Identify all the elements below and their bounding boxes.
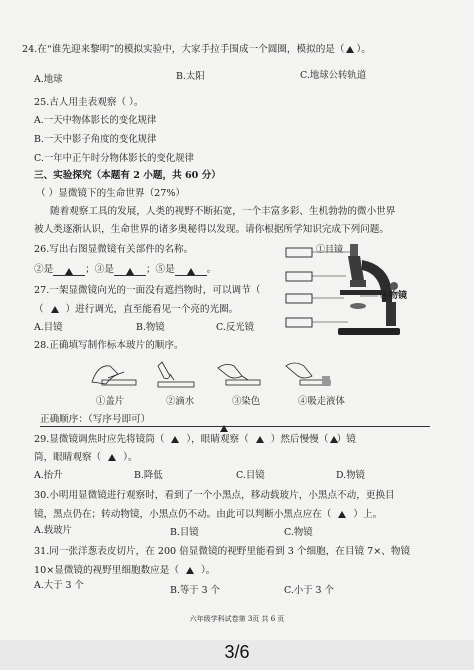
- step-cover-slip-illustration: [88, 358, 140, 392]
- q24-stem-end: ）。: [356, 44, 371, 55]
- q31-text: 10×显微镜的视野里细胞数应是（: [34, 565, 179, 576]
- q29-text-c: ）然后慢慢: [270, 434, 319, 445]
- answer-triangle-icon: [171, 436, 179, 443]
- label-box-5: [286, 318, 312, 327]
- q28-step-1: ①盖片: [96, 396, 125, 407]
- q24-option-a: A.地球: [34, 74, 63, 85]
- q29-text-d: ）镜: [336, 434, 356, 445]
- q29-option-a: A.抬升: [34, 470, 63, 481]
- answer-triangle-icon: [256, 436, 264, 443]
- q29-answer-slot-3[interactable]: （: [319, 434, 337, 446]
- answer-triangle-icon: [108, 454, 116, 461]
- microscope-diagram: [282, 240, 432, 340]
- q27-line2: [34, 304, 238, 316]
- answer-triangle-icon: [346, 46, 354, 53]
- section-title: 三、实验探究（本题有 2 小题，共 60 分）: [34, 170, 221, 181]
- label-box-2: [286, 272, 312, 281]
- q25-option-b: B.一天中影子角度的变化规律: [34, 134, 157, 145]
- q29-answer-slot-4[interactable]: [101, 452, 123, 464]
- microscope-label-objective: ④物镜: [380, 291, 408, 301]
- section-subtitle: （ ）显微镜下的生命世界（27%）: [36, 188, 186, 199]
- q28-answer-line[interactable]: [40, 426, 430, 427]
- q29-answer-slot-2[interactable]: [249, 434, 271, 446]
- q25-option-c: C.一年中正午时分物体影长的变化规律: [34, 153, 194, 164]
- q31-option-b: B.等于 3 个: [170, 585, 220, 596]
- q30-option-c: C.物镜: [284, 527, 313, 538]
- q28-step-3: ③染色: [232, 396, 261, 407]
- q25-option-a: A.一天中物体影长的变化规律: [34, 115, 157, 126]
- q30-text: 镜，黑点仍在；转动物镜，小黑点仍不动。由此可以判断小黑点应在（: [34, 509, 332, 520]
- answer-triangle-icon: [220, 425, 228, 432]
- q29-text-f: ）。: [123, 452, 138, 463]
- q28-order-label: 正确顺序：（写序号即可）: [40, 414, 151, 425]
- q31-text-end: ）。: [200, 565, 216, 576]
- q29-option-b: B.降低: [134, 470, 163, 481]
- q30-option-a: A.载玻片: [34, 525, 72, 536]
- q26-part2-label: ②是: [34, 264, 54, 275]
- q24-stem-text: 24.在“谁先迎来黎明”的模拟实验中，大家手拉手围成一个圆圈，模拟的是（: [22, 44, 345, 55]
- q31-option-c: C.小于 3 个: [284, 585, 334, 596]
- q26-blank-3[interactable]: [114, 266, 146, 276]
- step-absorb-liquid-illustration: [282, 358, 334, 392]
- answer-triangle-icon: [186, 567, 194, 574]
- q28-step-2: ②滴水: [166, 396, 195, 407]
- step-stain-illustration: [212, 358, 264, 392]
- q29-line2: [34, 452, 138, 464]
- q26-part5-label: ；⑤是: [145, 264, 175, 275]
- q31-option-a: A.大于 3 个: [34, 580, 84, 591]
- answer-triangle-icon: [338, 511, 346, 518]
- q27-line2-text: ）进行调光，直至能看见一个亮的光圈。: [65, 304, 239, 315]
- q26-blanks: [34, 264, 216, 276]
- q31-line1: 31.同一张洋葱表皮切片，在 200 倍显微镜的视野里能看到 3 个细胞，在目镜 7×、物镜: [34, 546, 411, 557]
- q30-line1: 30.小明用显微镜进行观察时，看到了一个小黑点，移动载玻片，小黑点不动，更换目: [34, 490, 395, 501]
- q24-option-b: B.太阳: [176, 71, 205, 82]
- q30-option-b: B.目镜: [170, 527, 199, 538]
- section-intro-line2: 被人类逐渐认识，生命世界的诸多奥秘得以发现。请你根据所学知识完成下列问题。: [34, 224, 389, 235]
- q27-option-c: C.反光镜: [216, 322, 254, 333]
- q31-line2: [34, 565, 215, 577]
- q24-option-c: C.地球公转轨道: [300, 70, 367, 81]
- q28-stem: 28.正确填写制作标本玻片的顺序。: [34, 340, 184, 351]
- q27-line1: 27.一架显微镜向光的一面没有遮挡物时，可以调节（: [34, 285, 261, 296]
- q28-step-4: ④吸走液体: [298, 396, 345, 407]
- q27-answer-slot[interactable]: [44, 304, 66, 316]
- q26-blank-5[interactable]: [175, 266, 207, 276]
- q26-end: 。: [206, 264, 217, 275]
- label-box-1: [286, 248, 312, 257]
- q25-stem: 25.古人用圭表观察（ ）。: [34, 97, 144, 108]
- q29-text-b: ），眼睛观察（: [186, 434, 249, 445]
- page-footer: 六年级学科试卷第 3页 共 6 页: [189, 615, 285, 623]
- q29-answer-slot-1[interactable]: [164, 434, 186, 446]
- q28-order-line: [40, 414, 150, 426]
- q26-part3-label: ；③是: [85, 264, 114, 275]
- q24-stem: [22, 44, 371, 56]
- q29-text-e: 筒，眼睛观察（: [34, 452, 102, 463]
- step-drip-water-illustration: [150, 358, 202, 392]
- answer-triangle-icon: [187, 268, 195, 275]
- q30-text-end: ）上。: [353, 509, 383, 520]
- q29-option-d: D.物镜: [336, 470, 365, 481]
- q26-blank-2[interactable]: [53, 266, 85, 276]
- q29-line1: [34, 434, 356, 446]
- answer-triangle-icon: [126, 268, 134, 275]
- q29-option-c: C.目镜: [236, 470, 265, 481]
- answer-triangle-icon: [51, 306, 59, 313]
- q29-text-a: 29.显微镜调焦时应先将镜筒（: [34, 434, 165, 445]
- microscope-label-eyepiece: ①目镜: [316, 245, 344, 255]
- q31-answer-slot[interactable]: [179, 565, 201, 577]
- q28-answer-marker: [218, 416, 230, 435]
- q27-paren-open: （: [34, 304, 44, 315]
- q30-line2: [34, 509, 382, 521]
- q26-stem: 26.写出右图显微镜有关部件的名称。: [34, 244, 194, 255]
- page-indicator: 3/6: [224, 642, 250, 662]
- q27-option-a: A.目镜: [34, 322, 63, 333]
- answer-triangle-icon: [65, 268, 73, 275]
- label-box-3: [286, 294, 312, 303]
- q30-answer-slot[interactable]: [331, 509, 353, 521]
- q27-option-b: B.物镜: [136, 322, 165, 333]
- section-intro-line1: 随着观察工具的发展，人类的视野不断拓宽，一个丰富多彩、生机勃勃的微小世界: [50, 206, 396, 217]
